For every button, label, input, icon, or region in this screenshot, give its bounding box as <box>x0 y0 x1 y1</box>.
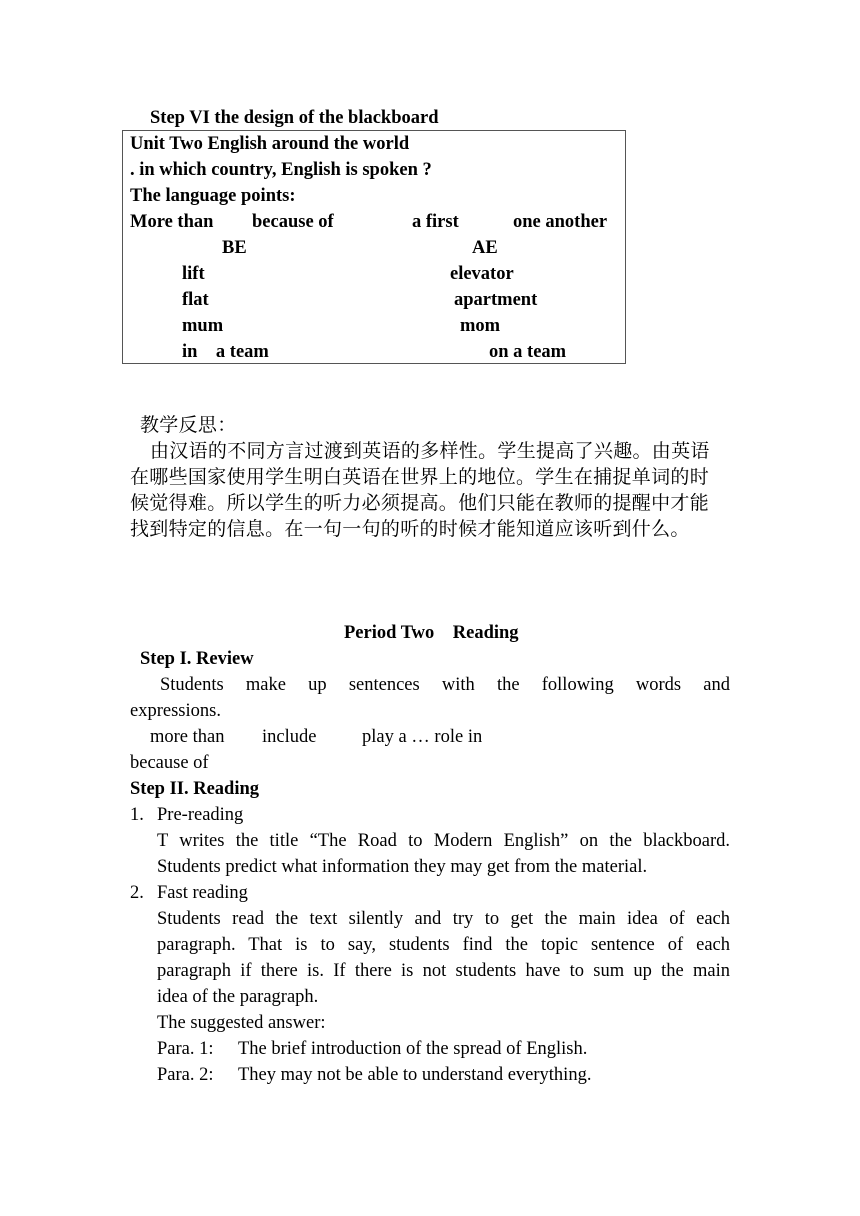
column-header-be: BE <box>222 238 247 258</box>
para-label: Para. 1: <box>157 1039 214 1059</box>
para-text: The brief introduction of the spread of English. <box>238 1039 588 1059</box>
item-text: Students read the text silently and try to get the main idea of each <box>157 909 730 929</box>
word-item: play a … role in <box>362 727 483 747</box>
phrase-item: one another <box>513 212 608 232</box>
be-word: lift <box>182 264 205 284</box>
reflection-line: 由汉语的不同方言过渡到英语的多样性。学生提高了兴趣。由英语 <box>150 440 710 462</box>
be-word: flat <box>182 290 209 310</box>
item-text: paragraph. That is to say, students find the topic sentence of each <box>157 935 730 955</box>
blackboard-title: Unit Two English around the world <box>130 134 410 154</box>
para-text: They may not be able to understand everything. <box>238 1065 592 1085</box>
step2-heading: Step II. Reading <box>130 779 260 799</box>
blackboard-question: . in which country, English is spoken ? <box>130 160 432 180</box>
item-number: 1. <box>130 805 144 825</box>
item-text: idea of the paragraph. <box>157 987 319 1007</box>
item-title: Fast reading <box>157 883 248 903</box>
phrase-item: because of <box>252 212 334 232</box>
column-header-ae: AE <box>472 238 498 258</box>
word-item: include <box>262 727 317 747</box>
blackboard-heading: Step VI the design of the blackboard <box>150 108 439 128</box>
ae-word: mom <box>460 316 501 336</box>
step1-heading: Step I. Review <box>140 649 254 669</box>
ae-word: elevator <box>450 264 514 284</box>
suggested-answer-label: The suggested answer: <box>157 1013 326 1033</box>
reflection-line: 在哪些国家使用学生明白英语在世界上的地位。学生在捕捉单词的时 <box>130 466 710 488</box>
item-number: 2. <box>130 883 144 903</box>
ae-word: on a team <box>489 342 567 362</box>
ae-word: apartment <box>454 290 538 310</box>
be-word: mum <box>182 316 224 336</box>
word-item: more than <box>150 727 225 747</box>
step1-text: Students make up sentences with the following words and <box>160 675 730 695</box>
item-text: T writes the title “The Road to Modern English” on the blackboard. <box>157 831 730 851</box>
item-title: Pre-reading <box>157 805 244 825</box>
reflection-label: 教学反思： <box>140 414 237 436</box>
be-word: in a team <box>182 342 269 362</box>
item-text: Students predict what information they may get from the material. <box>157 857 648 877</box>
phrase-item: More than <box>130 212 214 232</box>
period-title: Period Two Reading <box>344 623 519 643</box>
reflection-line: 候觉得难。所以学生的听力必须提高。他们只能在教师的提醒中才能 <box>130 492 710 514</box>
step1-text-cont: expressions. <box>130 701 221 721</box>
language-points-label: The language points: <box>130 186 296 206</box>
phrase-item: a first <box>412 212 459 232</box>
para-label: Para. 2: <box>157 1065 214 1085</box>
word-item: because of <box>130 753 209 773</box>
item-text: paragraph if there is. If there is not students have to sum up the main <box>157 961 730 981</box>
reflection-line: 找到特定的信息。在一句一句的听的时候才能知道应该听到什么。 <box>130 518 690 540</box>
